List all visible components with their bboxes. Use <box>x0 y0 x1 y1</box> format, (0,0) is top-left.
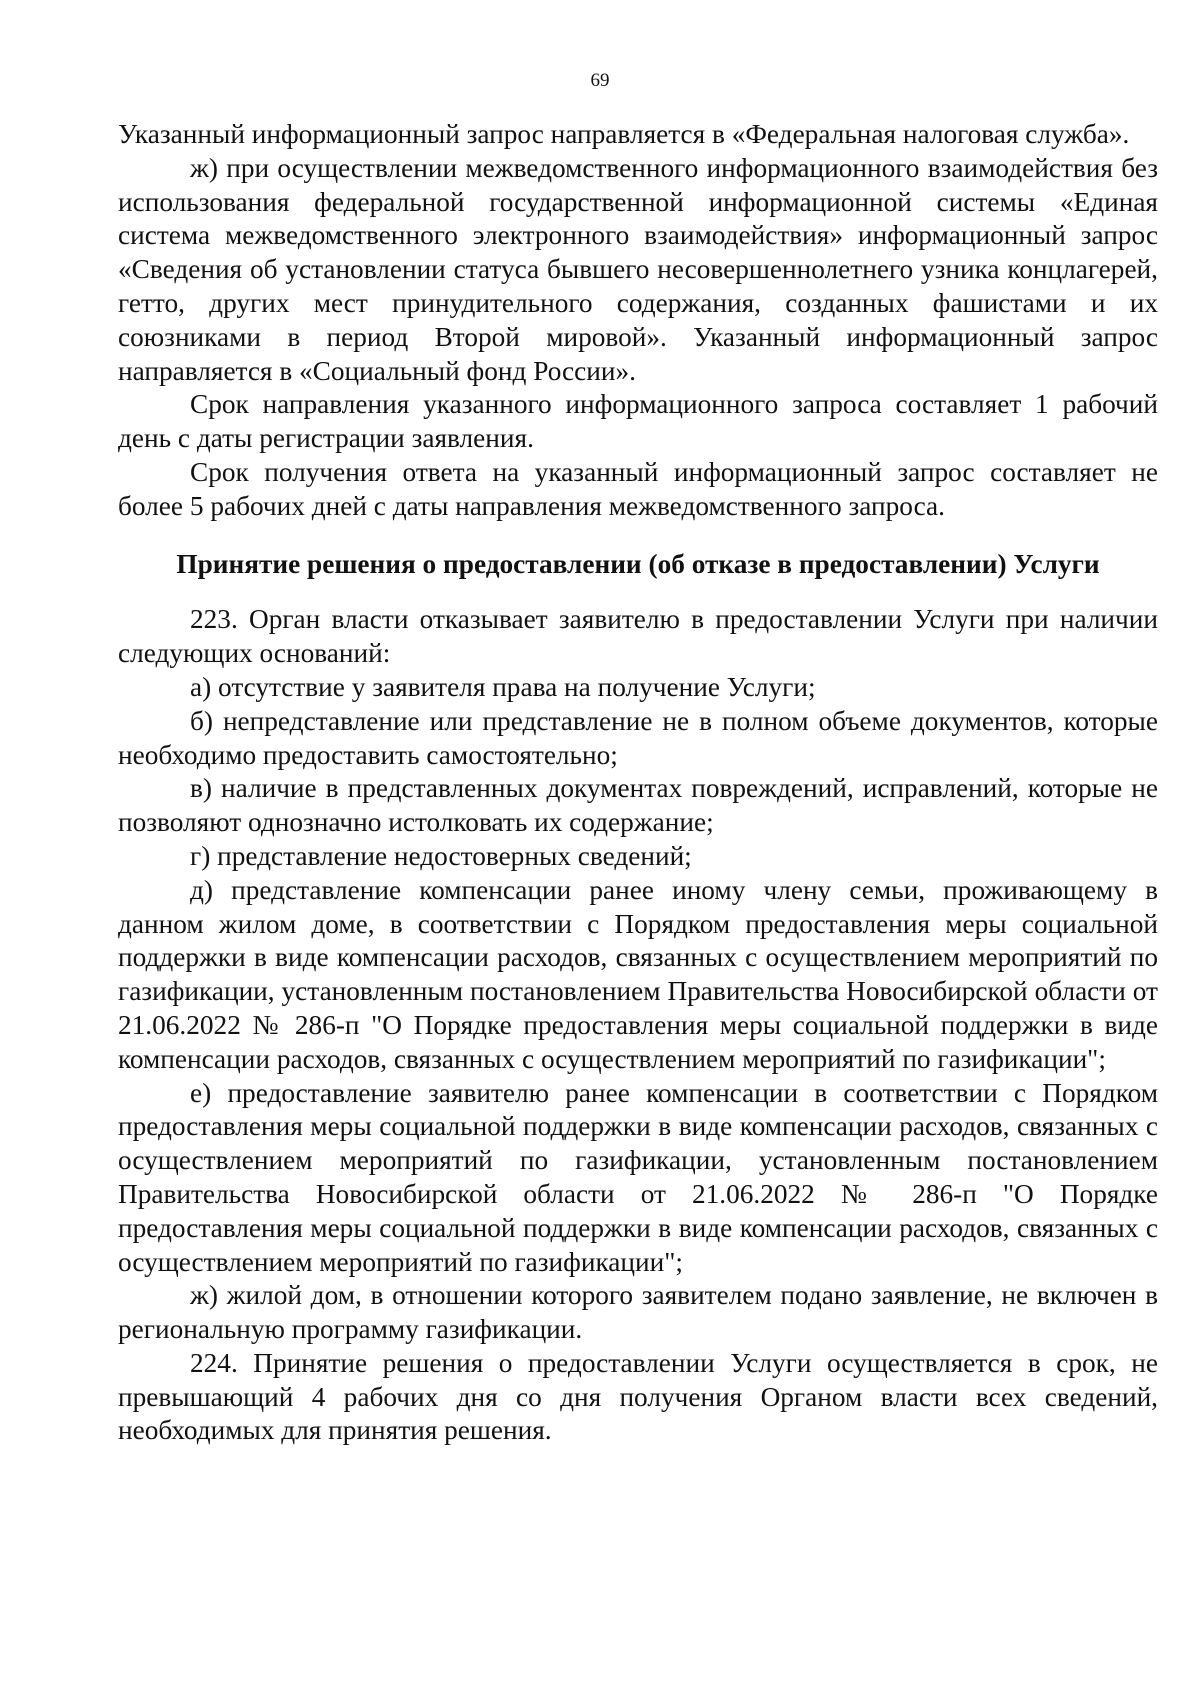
paragraph: Указанный информационный запрос направляется в «Федеральная налоговая служба». <box>118 119 1130 149</box>
list-item-v: в) наличие в представленных документах повреждений, исправлений, которые не позволяют однозначно истолковать их содержание; <box>118 773 1158 838</box>
list-item-zh: ж) жилой дом, в отношении которого заявителем подано заявление, не включен в региональную программу газификации. <box>118 1280 1158 1345</box>
list-item-g: г) представление недостоверных сведений; <box>190 840 692 871</box>
page-number: 69 <box>590 70 610 91</box>
document-body <box>118 118 1158 1448</box>
paragraph: Срок направления указанного информационного запроса составляет 1 рабочий день с даты регистрации заявления. <box>118 389 1158 454</box>
clause-224: 224. Принятие решения о предоставлении Услуги осуществляется в срок, не превышающий 4 рабочих дня со дня получения Органом власти всех сведений, необходимых для принятия решения. <box>118 1347 1158 1446</box>
list-item-b: б) непредставление или представление не в полном объеме документов, которые необходимо предоставить самостоятельно; <box>118 705 1158 770</box>
list-item-e: е) предоставление заявителю ранее компенсации в соответствии с Порядком предоставления меры социальной поддержки в виде компенсации расходов, связанных с осуществлением мероприятий по газификации, установленным постановлением Правительства Новосибирской области от 21.06.2022 № 286-п "О Порядке предоставления меры социальной поддержки в виде компенсации расходов, связанных с осуществлением мероприятий по газификации"; <box>118 1077 1158 1277</box>
list-item-a: а) отсутствие у заявителя права на получение Услуги; <box>190 671 816 702</box>
clause-223: 223. Орган власти отказывает заявителю в предоставлении Услуги при наличии следующих оснований: <box>118 604 1158 669</box>
paragraph: Срок получения ответа на указанный информационный запрос составляет не более 5 рабочих дней с даты направления межведомственного запроса. <box>118 456 1158 521</box>
paragraph-item-zh: ж) при осуществлении межведомственного информационного взаимодействия без использования федеральной государственной информационной системы «Единая система межведомственного электронного взаимодействия» информационный запрос «Сведения об установлении статуса бывшего несовершеннолетнего узника концлагерей, гетто, других мест принудительного содержания, созданных фашистами и их союзниками в период Второй мировой». Указанный информационный запрос направляется в «Социальный фонд России». <box>118 152 1158 386</box>
list-item-d: д) представление компенсации ранее иному члену семьи, проживающему в данном жилом доме, в соответствии с Порядком предоставления меры социальной поддержки в виде компенсации расходов, связанных с осуществлением мероприятий по газификации, установленным постановлением Правительства Новосибирской области от 21.06.2022 № 286-п "О Порядке предоставления меры социальной поддержки в виде компенсации расходов, связанных с осуществлением мероприятий по газификации"; <box>118 874 1158 1074</box>
section-heading: Принятие решения о предоставлении (об отказе в предоставлении) Услуги <box>176 548 1100 579</box>
